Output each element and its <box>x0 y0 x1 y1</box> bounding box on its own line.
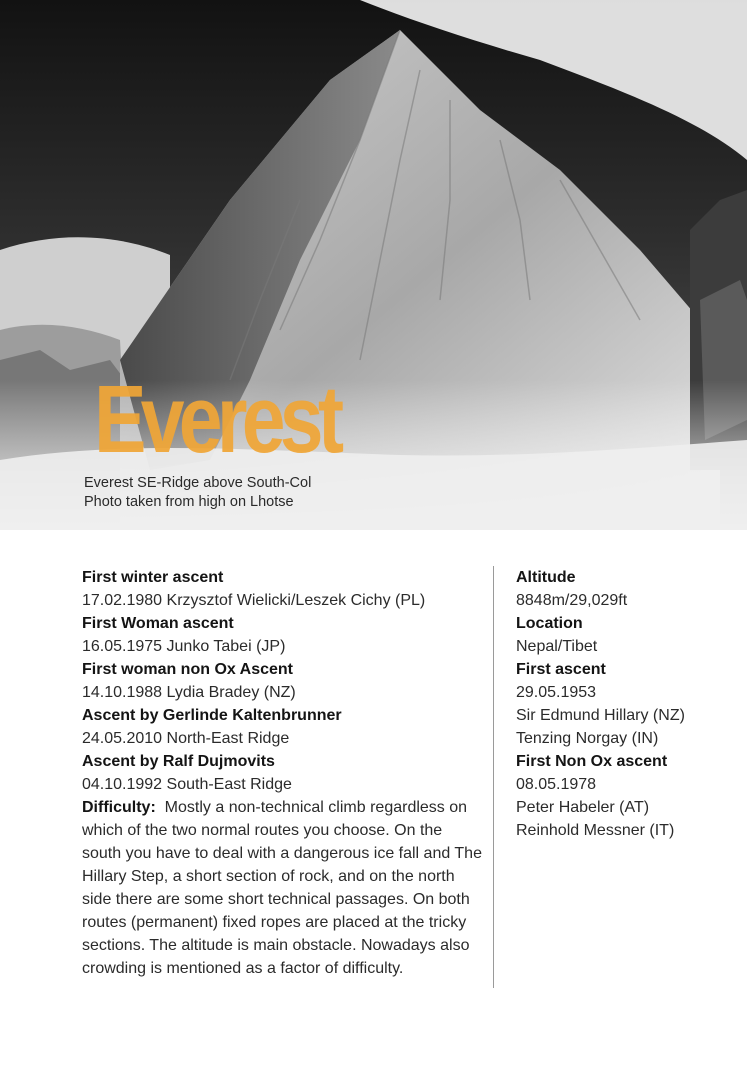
column-divider <box>493 566 494 988</box>
fact-value: 08.05.1978 <box>516 776 597 793</box>
fact-label: Ascent by Ralf Dujmovits <box>82 753 275 770</box>
fact-label: First woman non Ox Ascent <box>82 661 293 678</box>
fact-value: 16.05.1975 Junko Tabei (JP) <box>82 638 286 655</box>
difficulty-paragraph <box>82 796 482 980</box>
fact-value: Tenzing Norgay (IN) <box>516 730 659 747</box>
fact-value: 14.10.1988 Lydia Bradey (NZ) <box>82 684 296 701</box>
right-column <box>516 566 716 842</box>
difficulty-text: Mostly a non-technical climb regardless on which of the two normal routes you choose. On the south you have to deal with a dangerous ice fall and The Hillary Step, a short section of rock, and on the north side there are some short technical passages. On both routes (permanent) fixed ropes are placed at the tricky sections. The altitude is main obstacle. Nowadays also crowding is mentioned as a factor of difficulty. <box>82 799 482 977</box>
fact-label: First winter ascent <box>82 569 224 586</box>
caption-line: Everest SE-Ridge above South-Col <box>84 475 312 491</box>
photo-caption <box>84 474 311 512</box>
fact-label: First Woman ascent <box>82 615 234 632</box>
fact-label: Ascent by Gerlinde Kaltenbrunner <box>82 707 342 724</box>
fact-label: Location <box>516 615 583 632</box>
difficulty-label: Difficulty: <box>82 799 156 816</box>
fact-label: Altitude <box>516 569 576 586</box>
fact-value: Reinhold Messner (IT) <box>516 822 675 839</box>
fact-value: Peter Habeler (AT) <box>516 799 650 816</box>
fact-value: Nepal/Tibet <box>516 638 598 655</box>
fact-label: First ascent <box>516 661 606 678</box>
fact-value: 17.02.1980 Krzysztof Wielicki/Leszek Cichy (PL) <box>82 592 426 609</box>
left-column <box>82 566 482 980</box>
fact-value: Sir Edmund Hillary (NZ) <box>516 707 685 724</box>
fact-label: First Non Ox ascent <box>516 753 668 770</box>
hero-photo <box>0 0 747 530</box>
fact-value: 8848m/29,029ft <box>516 592 628 609</box>
caption-line: Photo taken from high on Lhotse <box>84 494 294 510</box>
page-title: Everest <box>94 366 339 473</box>
fact-value: 04.10.1992 South-East Ridge <box>82 776 292 793</box>
fact-value: 24.05.2010 North-East Ridge <box>82 730 290 747</box>
fact-value: 29.05.1953 <box>516 684 597 701</box>
